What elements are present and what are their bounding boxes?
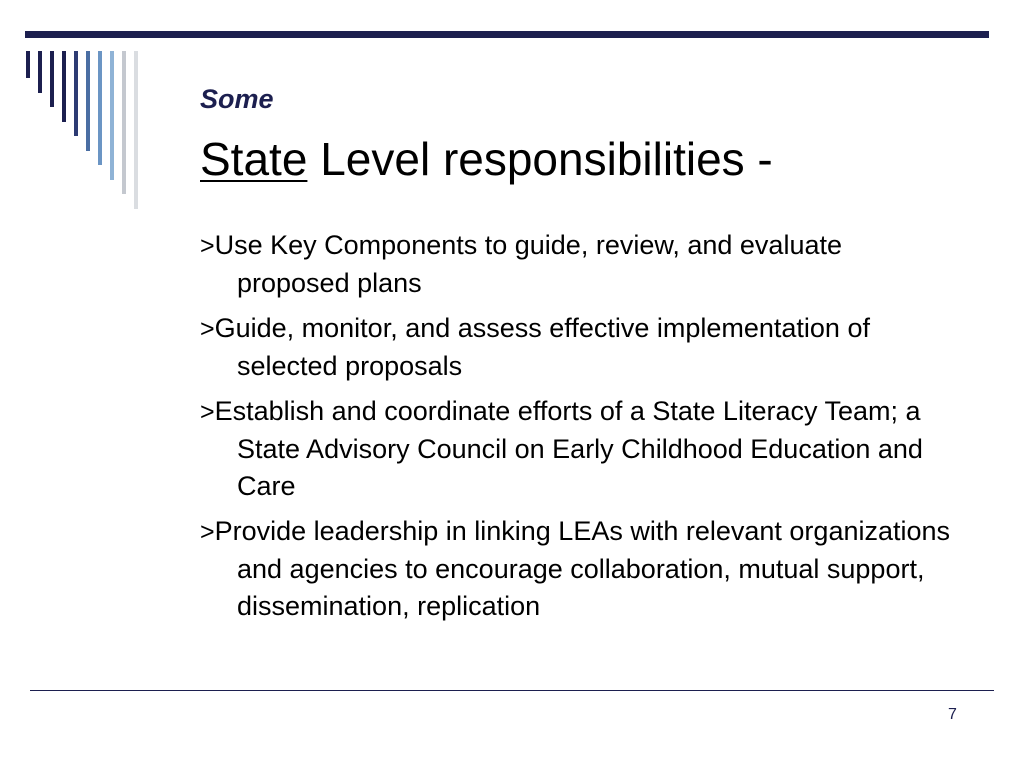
bullet-text: Provide leadership in linking LEAs with relevant organizations and agencies to encourage collaboration, mutual support, dissemination, replication [214,516,951,621]
bullet-text: Guide, monitor, and assess effective implementation of selected proposals [214,313,870,381]
bullet-marker: > [200,232,215,260]
decorative-stripe [62,51,66,122]
footer-divider [30,690,994,691]
page-number: 7 [948,706,957,723]
decorative-stripe [26,51,30,78]
bullet-list [200,227,960,633]
decorative-stripe [50,51,54,107]
decorative-stripe [110,51,114,180]
decorative-stripe [98,51,102,165]
decorative-stripe [122,51,126,194]
decorative-stripe [38,51,42,93]
bullet-item [200,310,960,385]
bullet-item [200,393,960,505]
slide-subtitle: Some [200,84,274,114]
bullet-text: Use Key Components to guide, review, and evaluate proposed plans [214,230,842,298]
decorative-stripe [86,51,90,151]
title-underlined-word: State [200,133,308,185]
slide-title [200,131,773,187]
bullet-marker: > [200,315,215,343]
decorative-stripe [74,51,78,136]
bullet-marker: > [200,398,215,426]
bullet-marker: > [200,518,215,546]
bullet-item [200,227,960,302]
bullet-item [200,513,960,625]
top-accent-bar [25,31,989,38]
title-rest: Level responsibilities - [307,133,773,185]
decorative-stripe [134,51,138,209]
bullet-text: Establish and coordinate efforts of a State Literacy Team; a State Advisory Council on Early Childhood Education and Care [214,396,923,501]
